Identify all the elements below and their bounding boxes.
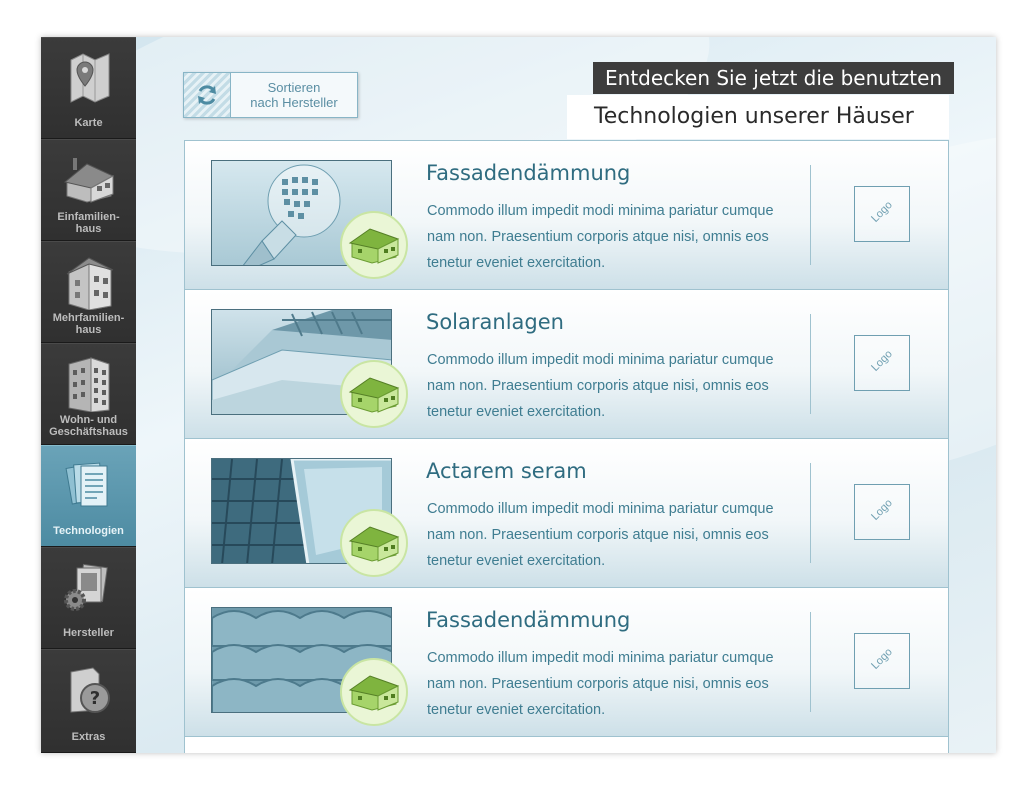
documents-icon xyxy=(63,458,115,514)
sidebar-item-karte[interactable] xyxy=(41,37,136,139)
logo-placeholder-text: Logo xyxy=(869,497,895,523)
app-window xyxy=(41,37,996,753)
house-badge-icon xyxy=(340,509,408,577)
sort-button-label: Sortieren nach Hersteller xyxy=(250,80,338,110)
technology-title: Actarem seram xyxy=(426,459,587,483)
svg-text:?: ? xyxy=(89,688,101,709)
technology-description: Commodo illum impedit modi minima pariatur cumque nam non. Praesentium corporis atque nisi, omnis eos tenetur eveniet exercitation. xyxy=(427,650,774,718)
sidebar-item-label: Technologien xyxy=(53,525,124,537)
sidebar-item-wohn-und-geschaeftshaus[interactable] xyxy=(41,343,136,445)
sidebar-item-label: Karte xyxy=(74,117,103,129)
logo-placeholder-text: Logo xyxy=(869,199,895,225)
headline-line-1: Entdecken Sie jetzt die benutzten xyxy=(593,62,954,94)
map-pin-icon xyxy=(63,50,115,106)
refresh-icon xyxy=(195,83,219,107)
sort-by-manufacturer-button[interactable] xyxy=(183,72,358,118)
headline-line-2: Technologien unserer Häuser xyxy=(567,95,949,139)
sidebar-item-label: Einfamilien- haus xyxy=(57,211,120,235)
divider xyxy=(810,612,811,712)
divider xyxy=(810,314,811,414)
sidebar-item-einfamilienhaus[interactable] xyxy=(41,139,136,241)
main-content xyxy=(136,37,996,753)
help-icon xyxy=(63,662,115,718)
manufacturer-logo[interactable] xyxy=(854,186,910,242)
sidebar-item-extras[interactable] xyxy=(41,649,136,753)
single-family-house-icon xyxy=(63,152,115,208)
sidebar-item-label: Hersteller xyxy=(63,627,114,639)
manufacturer-logo[interactable] xyxy=(854,633,910,689)
logo-placeholder-text: Logo xyxy=(869,348,895,374)
sidebar-item-label: Extras xyxy=(71,731,106,743)
house-badge-icon xyxy=(340,211,408,279)
house-badge-icon xyxy=(340,360,408,428)
sidebar-item-technologien[interactable] xyxy=(41,445,136,547)
divider xyxy=(810,165,811,265)
sidebar-item-label: Wohn- und Geschäftshaus xyxy=(49,414,128,438)
technology-title: Fassadendämmung xyxy=(426,161,631,185)
technology-description: Commodo illum impedit modi minima pariatur cumque nam non. Praesentium corporis atque nisi, omnis eos tenetur eveniet exercitation. xyxy=(427,203,774,271)
technology-description: Commodo illum impedit modi minima pariatur cumque nam non. Praesentium corporis atque nisi, omnis eos tenetur eveniet exercitation. xyxy=(427,501,774,569)
sidebar-item-hersteller[interactable] xyxy=(41,547,136,649)
technology-list xyxy=(184,140,949,753)
sort-icon-box xyxy=(184,73,231,117)
technology-title: Fassadendämmung xyxy=(426,608,631,632)
sidebar-item-mehrfamilienhaus[interactable] xyxy=(41,241,136,343)
manufacturer-logo[interactable] xyxy=(854,335,910,391)
list-item[interactable] xyxy=(185,290,948,439)
list-item[interactable] xyxy=(185,141,948,290)
multi-family-house-icon xyxy=(63,254,115,310)
divider xyxy=(810,463,811,563)
technology-title: Solaranlagen xyxy=(426,310,564,334)
list-item[interactable] xyxy=(185,588,948,737)
manufacturer-gear-icon xyxy=(63,560,115,616)
sidebar-item-label: Mehrfamilien- haus xyxy=(52,312,125,336)
sidebar xyxy=(41,37,136,753)
manufacturer-logo[interactable] xyxy=(854,484,910,540)
list-item[interactable] xyxy=(185,439,948,588)
office-building-icon xyxy=(63,356,115,412)
logo-placeholder-text: Logo xyxy=(869,646,895,672)
house-badge-icon xyxy=(340,658,408,726)
technology-description: Commodo illum impedit modi minima pariatur cumque nam non. Praesentium corporis atque nisi, omnis eos tenetur eveniet exercitation. xyxy=(427,352,774,420)
